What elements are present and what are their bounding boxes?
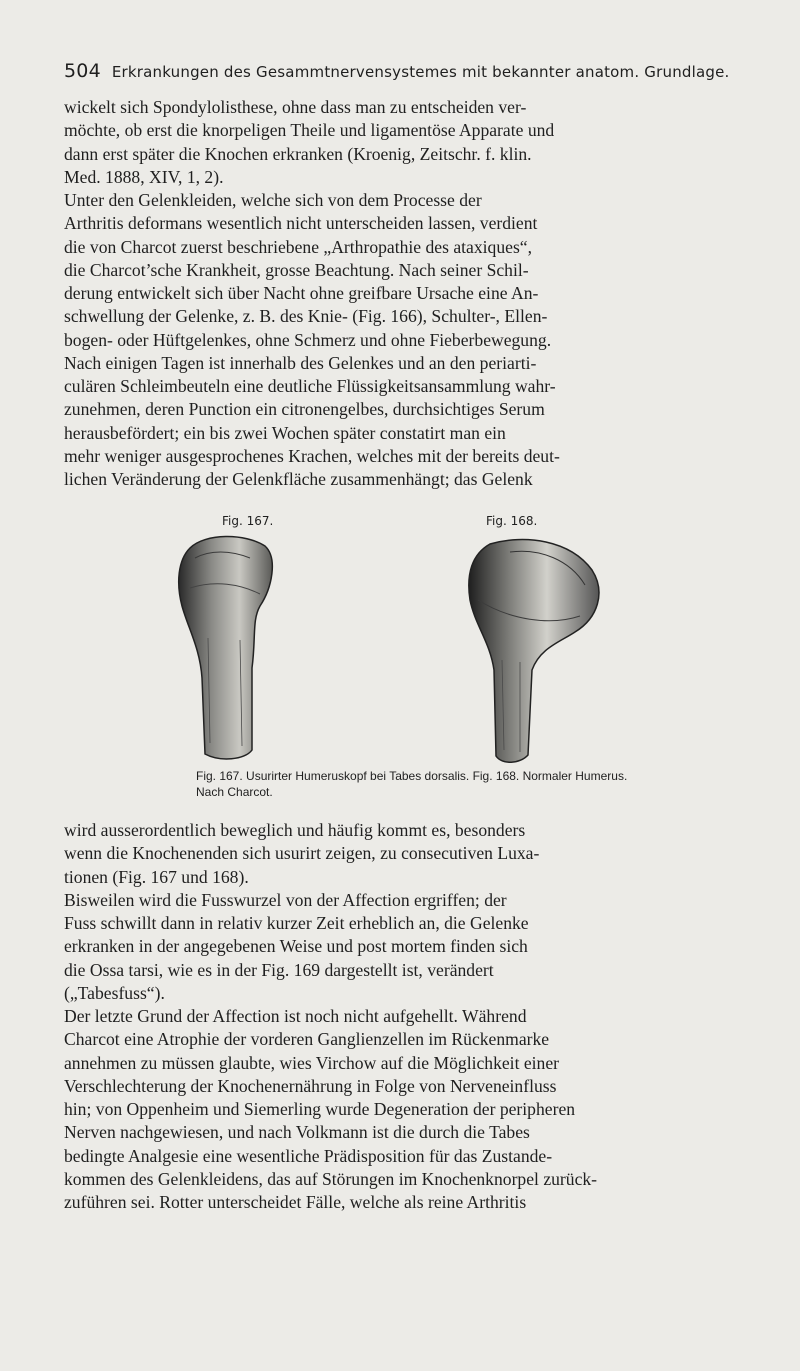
running-header	[64, 60, 744, 82]
fig-167-label: Fig. 167.	[222, 514, 274, 528]
fig-168-label: Fig. 168.	[486, 514, 538, 528]
body-paragraph-2: wird ausserordentlich beweglich und häufig kommt es, besonders wenn die Knochenenden sich usurirt zeigen, zu consecutiven Luxa- tionen (Fig. 167 und 168). Bisweilen wird die Fusswurzel von der Affection ergriffen; der Fuss schwillt dann in relativ kurzer Zeit erheblich an, die Gelenke erkranken in der angegebenen Weise und post mortem finden sich die Ossa tarsi, wie es in der Fig. 169 dargestellt ist, verändert („Tabesfuss“). Der letzte Grund der Affection ist noch nicht aufgehellt. Während Charcot eine Atrophie der vorderen Ganglienzellen im Rückenmarke annehmen zu müssen glaubte, wies Virchow auf die Möglichkeit einer Verschlechterung der Knochenernährung in Folge von Nerveneinfluss hin; von Oppenheim und Siemerling wurde Degeneration der peripheren Nerven nachgewiesen, und nach Volkmann ist die durch die Tabes bedingte Analgesie eine wesentliche Prädisposition für das Zustande- kommen des Gelenkleidens, das auf Störungen im Knochenknorpel zurück- zuführen sei. Rotter unterscheidet Fälle, welche als reine Arthritis	[64, 820, 598, 1212]
fig-168-normal-humerus-illustration	[420, 530, 610, 770]
fig-167-usurped-humerus-illustration	[160, 528, 300, 768]
body-paragraph-1: wickelt sich Spondylolisthese, ohne dass man zu entscheiden ver- möchte, ob erst die knorpeligen Theile und ligamentöse Apparate und dann erst später die Knochen erkranken (Kroenig, Zeitschr. f. klin. Med. 1888, XIV, 1, 2). Unter den Gelenkleiden, welche sich von dem Processe der Arthritis deformans wesentlich nicht unterscheiden lassen, verdient die von Charcot zuerst beschriebene „Arthropathie des ataxiques“, die Charcot’sche Krankheit, grosse Beachtung. Nach seiner Schil- derung entwickelt sich über Nacht ohne greifbare Ursache eine An- schwellung der Gelenke, z. B. des Knie- (Fig. 166), Schulter-, Ellen- bogen- oder Hüftgelenkes, ohne Schmerz und ohne Fieberbewegung. Nach einigen Tagen ist innerhalb des Gelenkes und an den periarti- culären Schleimbeuteln eine deutliche Flüssigkeitsansammlung wahr- zunehmen, deren Punction ein citronengelbes, durchsichtiges Serum herausbefördert; ein bis zwei Wochen später constatirt man ein mehr weniger ausgesprochenes Krachen, welches mit der bereits deut- lichen Veränderung der Gelenkfläche zusammenhängt; das Gelenk	[64, 97, 560, 489]
page-number: 504	[64, 60, 101, 82]
running-title: Erkrankungen des Gesammtnervensystemes mit bekannter anatom. Grundlage.	[111, 63, 730, 81]
figure-caption: Fig. 167. Usurirter Humeruskopf bei Tabes dorsalis. Fig. 168. Normaler Humerus. Nach Charcot.	[196, 769, 628, 799]
